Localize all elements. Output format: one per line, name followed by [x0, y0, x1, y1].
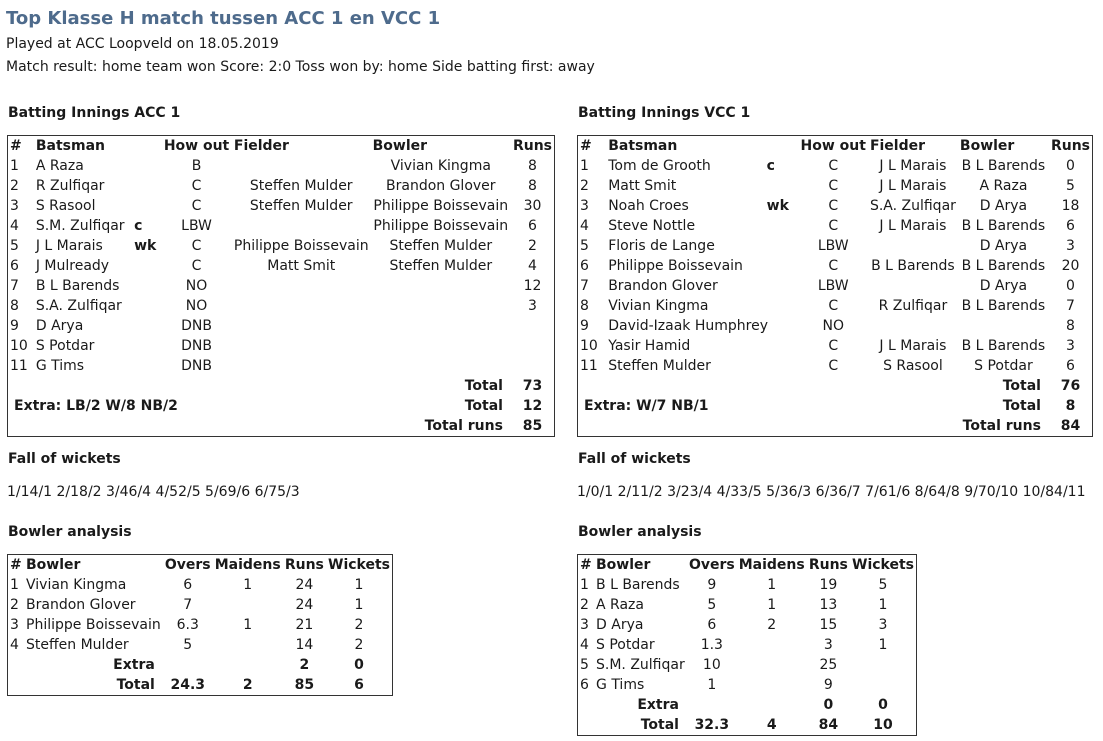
bowler-name: S Potdar: [596, 637, 655, 653]
table-row: 4 S.M. Zulfiqar c LBW Philippe Boissevain 6: [10, 218, 537, 234]
bowling-analysis-table: [7, 554, 393, 696]
col-header: Overs: [688, 557, 735, 573]
table-row: 1 Tom de Grooth c C J L Marais B L Barends 0: [580, 158, 1075, 174]
bowler-name: B L Barends: [596, 577, 680, 593]
table-row: 5 J L Marais wk C Philippe Boissevain Steffen Mulder 2: [10, 238, 537, 254]
table-row: 7 Brandon Glover LBW D Arya 0: [580, 278, 1075, 294]
page-title: Top Klasse H match tussen ACC 1 en VCC 1: [6, 8, 441, 29]
col-header: Batsman: [35, 138, 105, 154]
bowling-total-row: Total 24.3 2 85 6: [116, 677, 364, 693]
batsman-name: S.A. Zulfiqar: [35, 298, 122, 314]
table-row: 9 David-Izaak Humphrey NO 8: [580, 318, 1075, 334]
extras-breakdown: Extra: W/7 NB/1: [584, 398, 709, 414]
bowling-extra-row: Extra 2 0: [113, 657, 364, 673]
fall-of-wickets-text: 1/14/1 2/18/2 3/46/4 4/52/5 5/69/6 6/75/3: [7, 484, 300, 500]
bowling-total-row: Total 32.3 4 84 10: [640, 717, 893, 733]
batsman-name: J L Marais: [35, 238, 103, 254]
batsman-name: Yasir Hamid: [608, 338, 691, 354]
table-row: 2 Matt Smit C J L Marais A Raza 5: [580, 178, 1075, 194]
batsman-name: R Zulfiqar: [35, 178, 105, 194]
batsman-name: G Tims: [35, 358, 85, 374]
table-row: 5 S.M. Zulfiqar 10 25: [580, 657, 838, 673]
col-header: How out: [163, 138, 230, 154]
table-row: 2 R Zulfiqar C Steffen Mulder Brandon Glover 8: [10, 178, 537, 194]
col-header: Wickets: [852, 557, 914, 573]
table-row: 11 Steffen Mulder C S Rasool S Potdar 6: [580, 358, 1075, 374]
col-header: Overs: [164, 557, 211, 573]
captain-marker: c: [766, 158, 775, 174]
batsman-name: David-Izaak Humphrey: [608, 318, 769, 334]
batsman-name: S Potdar: [35, 338, 95, 354]
batsman-name: Vivian Kingma: [608, 298, 709, 314]
col-header: #: [10, 138, 22, 154]
batsman-name: S.M. Zulfiqar: [35, 218, 125, 234]
col-header: Bowler: [26, 557, 81, 573]
table-row: 4 Steffen Mulder 5 14 2: [10, 637, 364, 653]
table-row: 1 Vivian Kingma 6 1 24 1: [10, 577, 364, 593]
fall-of-wickets-text: 1/0/1 2/11/2 3/23/4 4/33/5 5/36/3 6/36/7 7/61/6 8/64/8 9/70/10 10/84/11: [577, 484, 1086, 500]
col-header: Fielder: [233, 138, 289, 154]
table-row: 1 A Raza B Vivian Kingma 8: [10, 158, 537, 174]
col-header: Runs: [808, 557, 848, 573]
table-row: 7 B L Barends NO 12: [10, 278, 542, 294]
col-header: #: [580, 138, 592, 154]
table-row: 3 D Arya 6 2 15 3: [580, 617, 888, 633]
batsman-name: Floris de Lange: [608, 238, 715, 254]
table-row: 11 G Tims DNB: [10, 358, 212, 374]
table-row: 10 Yasir Hamid C J L Marais B L Barends 3: [580, 338, 1075, 354]
bowler-name: Vivian Kingma: [26, 577, 127, 593]
batsman-name: Philippe Boissevain: [608, 258, 743, 274]
extras-breakdown: Extra: LB/2 W/8 NB/2: [14, 398, 178, 414]
table-row: 8 S.A. Zulfiqar NO 3: [10, 298, 537, 314]
col-header: Runs: [284, 557, 324, 573]
total-runs-row: Total runs 84: [962, 418, 1081, 434]
col-header: #: [10, 557, 22, 573]
bowler-name: Philippe Boissevain: [26, 617, 161, 633]
col-header: Bowler: [596, 557, 651, 573]
batsman-name: B L Barends: [35, 278, 120, 294]
batsman-name: A Raza: [35, 158, 84, 174]
table-row: 3 Noah Croes wk C S.A. Zulfiqar D Arya 18: [580, 198, 1080, 214]
table-row: 10 S Potdar DNB: [10, 338, 212, 354]
col-header: Maidens: [214, 557, 281, 573]
table-row: 4 S Potdar 1.3 3 1: [580, 637, 888, 653]
table-row: 1 B L Barends 9 1 19 5: [580, 577, 888, 593]
bowling-extra-row: Extra 0 0: [637, 697, 888, 713]
innings-total-row: Total 76: [1002, 378, 1081, 394]
col-header: Bowler: [959, 138, 1015, 154]
batting-innings-heading: Batting Innings VCC 1: [578, 105, 751, 121]
fall-of-wickets-heading: Fall of wickets: [578, 451, 691, 467]
innings-total-row: Total 73: [464, 378, 543, 394]
total-runs-row: Total runs 85: [424, 418, 543, 434]
col-header: Bowler: [372, 138, 428, 154]
col-header: How out: [800, 138, 866, 154]
batting-scorecard-table: [7, 135, 555, 437]
table-row: 3 Philippe Boissevain 6.3 1 21 2: [10, 617, 364, 633]
table-row: 8 Vivian Kingma C R Zulfiqar B L Barends 7: [580, 298, 1075, 314]
table-header-row: [578, 555, 917, 576]
table-header-row: [578, 136, 1093, 157]
table-row: 5 Floris de Lange LBW D Arya 3: [580, 238, 1075, 254]
col-header: Runs: [1050, 138, 1090, 154]
match-result-line: Match result: home team won Score: 2:0 Toss won by: home Side batting first: away: [6, 59, 595, 75]
batsman-name: Matt Smit: [608, 178, 677, 194]
batsman-name: J Mulready: [35, 258, 110, 274]
bowler-analysis-heading: Bowler analysis: [578, 524, 702, 540]
table-header-row: [8, 555, 393, 576]
table-row: 2 A Raza 5 1 13 1: [580, 597, 888, 613]
col-header: Runs: [512, 138, 552, 154]
table-row: 2 Brandon Glover 7 24 1: [10, 597, 364, 613]
col-header: Maidens: [738, 557, 805, 573]
col-header: Wickets: [328, 557, 390, 573]
batsman-name: S Rasool: [35, 198, 96, 214]
bowler-name: D Arya: [596, 617, 644, 633]
fall-of-wickets-heading: Fall of wickets: [8, 451, 121, 467]
batsman-name: Brandon Glover: [608, 278, 718, 294]
batsman-name: D Arya: [35, 318, 84, 334]
col-header: #: [580, 557, 592, 573]
table-row: 6 Philippe Boissevain C B L Barends B L Barends 20: [580, 258, 1080, 274]
bowler-name: A Raza: [596, 597, 644, 613]
bowler-name: Brandon Glover: [26, 597, 136, 613]
batsman-name: Tom de Grooth: [608, 158, 711, 174]
table-row: 9 D Arya DNB: [10, 318, 212, 334]
batsman-name: Noah Croes: [608, 198, 689, 214]
bowler-name: S.M. Zulfiqar: [596, 657, 685, 673]
table-row: 6 G Tims 1 9: [580, 677, 833, 693]
bowler-name: G Tims: [596, 677, 645, 693]
table-row: 3 S Rasool C Steffen Mulder Philippe Boissevain 30: [10, 198, 542, 214]
extras-row: Extra: W/7 NB/1 Total 8: [578, 396, 1093, 416]
table-row: 6 J Mulready C Matt Smit Steffen Mulder 4: [10, 258, 537, 274]
wicketkeeper-marker: wk: [766, 198, 789, 214]
table-header-row: [8, 136, 555, 157]
table-row: 4 Steve Nottle C J L Marais B L Barends 6: [580, 218, 1075, 234]
bowler-analysis-heading: Bowler analysis: [8, 524, 132, 540]
col-header: Batsman: [608, 138, 678, 154]
batting-scorecard-table: [577, 135, 1093, 437]
captain-marker: c: [134, 218, 143, 234]
bowler-name: Steffen Mulder: [26, 637, 129, 653]
batsman-name: Steffen Mulder: [608, 358, 711, 374]
batsman-name: Steve Nottle: [608, 218, 696, 234]
bowling-analysis-table: [577, 554, 917, 736]
wicketkeeper-marker: wk: [134, 238, 157, 254]
extras-row: Extra: LB/2 W/8 NB/2 Total 12: [8, 396, 555, 416]
played-at-line: Played at ACC Loopveld on 18.05.2019: [6, 36, 279, 52]
batting-innings-heading: Batting Innings ACC 1: [8, 105, 181, 121]
col-header: Fielder: [869, 138, 926, 154]
